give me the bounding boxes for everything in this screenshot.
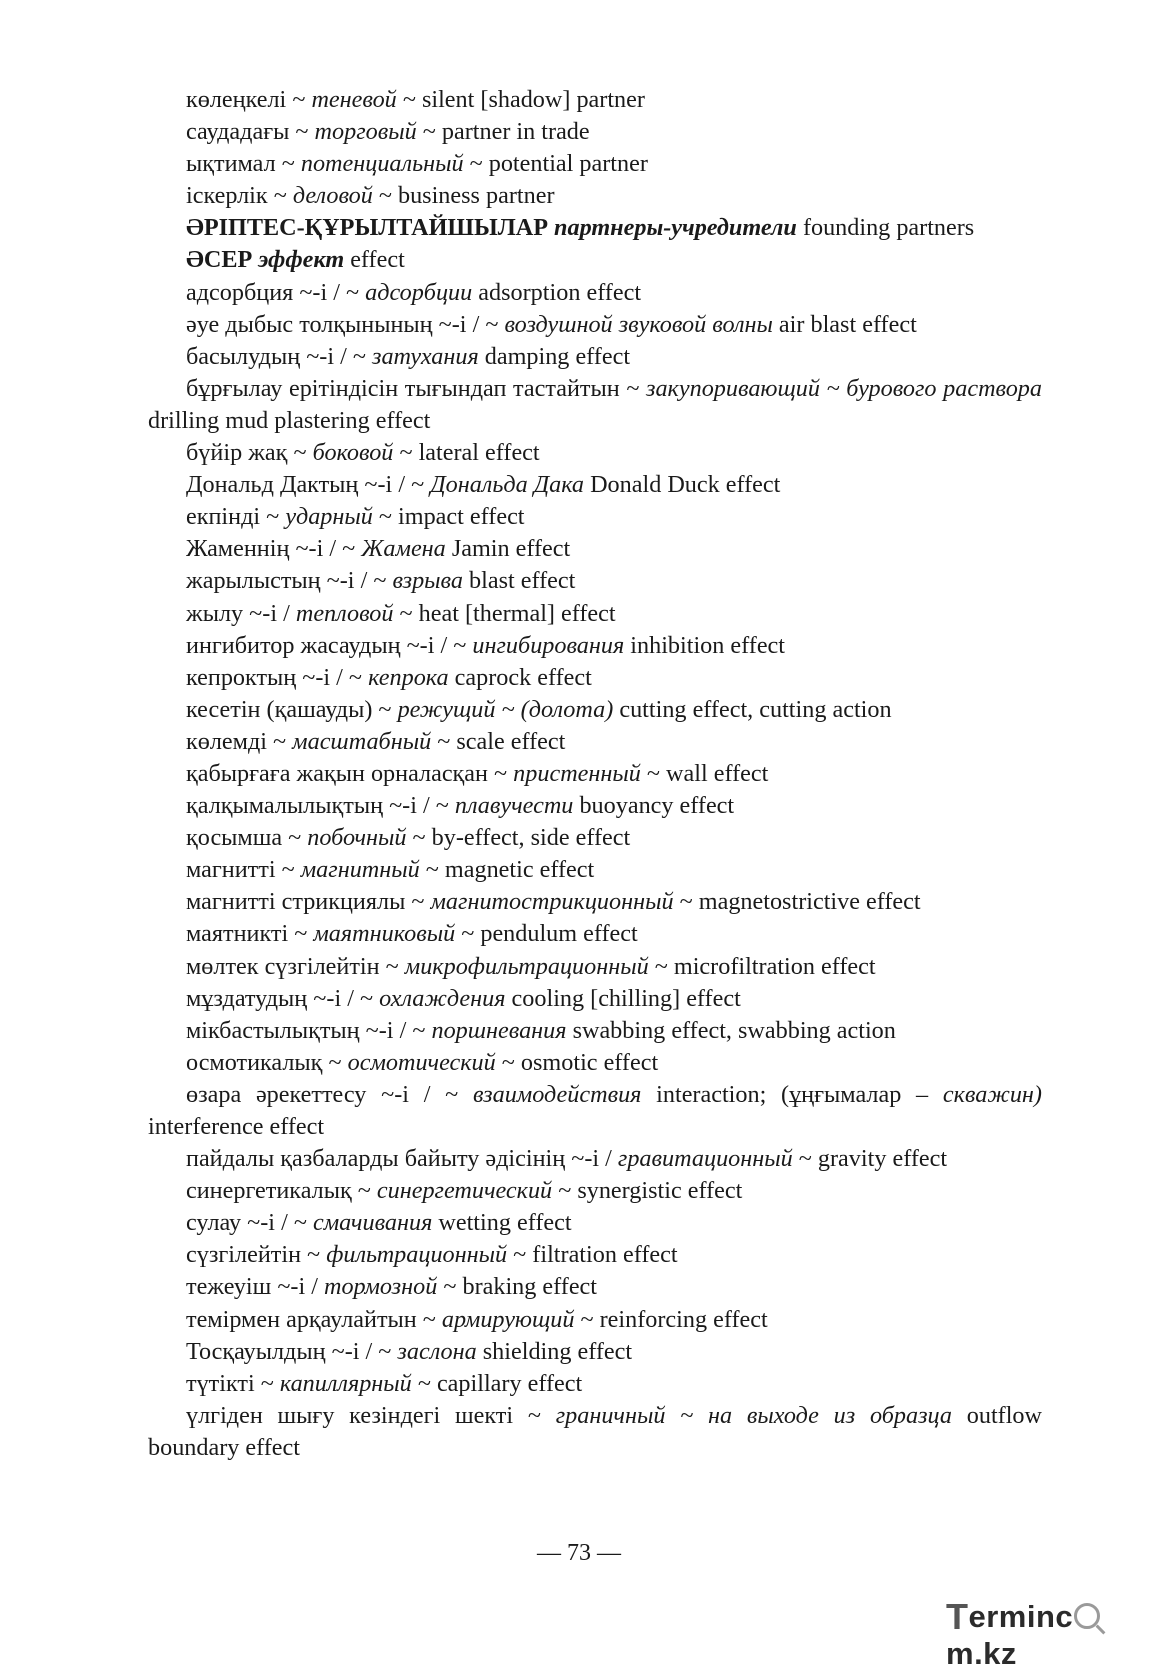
dictionary-entry: [148, 1271, 1042, 1303]
english-term: blast effect: [463, 567, 576, 595]
dictionary-entry: [148, 822, 1042, 854]
russian-term: магнитострикционный: [430, 888, 674, 916]
dictionary-entry: [148, 1239, 1042, 1271]
russian-term: поршневания: [431, 1016, 567, 1044]
kazakh-term: көлемді ~: [186, 727, 293, 755]
logo-text-suffix: m.kz: [946, 1636, 1017, 1671]
logo-letter-t: T: [946, 1596, 969, 1637]
english-term: adsorption effect: [472, 278, 642, 306]
kazakh-term: өзара әрекеттесу ~-і / ~: [186, 1080, 473, 1108]
russian-term: осмотический: [347, 1048, 496, 1076]
english-term: ~ pendulum effect: [455, 920, 638, 948]
dictionary-entry: [148, 886, 1042, 918]
russian-term: эффект: [258, 246, 345, 274]
kazakh-term: бұрғылау ерітіндісін тығындап тастайтын ~: [186, 374, 647, 402]
dictionary-entry: [148, 533, 1042, 565]
russian-term: воздушной звуковой волны: [504, 310, 773, 338]
dictionary-entry: [148, 148, 1042, 180]
headword: ӘСЕР: [186, 246, 259, 274]
headword: ӘРІПТЕС-ҚҰРЫЛТАЙШЫЛАР: [186, 214, 548, 242]
dictionary-entry: [148, 598, 1042, 630]
logo-letter-c: c: [1055, 1599, 1074, 1634]
kazakh-term: маятникті ~: [186, 920, 314, 948]
english-term: ~ scale effect: [431, 727, 566, 755]
russian-term: боковой: [312, 439, 394, 467]
dictionary-entry: [148, 309, 1042, 341]
english-term: interaction; (ұңғымалар –: [641, 1080, 943, 1108]
dictionary-entry: [148, 918, 1042, 950]
kazakh-term: әуе дыбыс толқынының ~-і / ~: [186, 310, 505, 338]
russian-term: магнитный: [300, 856, 420, 884]
kazakh-term: Тосқауылдың ~-і / ~: [186, 1337, 398, 1365]
english-term: ~ potential partner: [463, 150, 648, 178]
kazakh-term: мұздатудың ~-і / ~: [186, 984, 380, 1012]
dictionary-entry: [148, 726, 1042, 758]
kazakh-term: саудадағы ~: [186, 118, 315, 146]
dictionary-entry: [148, 951, 1042, 983]
russian-term: синергетический: [376, 1177, 553, 1205]
russian-term: кепрока: [368, 663, 449, 691]
russian-term: торговый: [314, 118, 417, 146]
russian-term: плавучести: [454, 792, 574, 820]
kazakh-term: тежеуіш ~-і /: [186, 1273, 324, 1301]
dictionary-entry: [148, 1143, 1042, 1175]
russian-term: армирующий: [441, 1305, 575, 1333]
english-term: ~ filtration effect: [507, 1241, 678, 1269]
dictionary-entry: [148, 373, 1042, 437]
kazakh-term: сулау ~-і / ~: [186, 1209, 313, 1237]
kazakh-term: бүйір жақ ~: [186, 439, 313, 467]
dictionary-entry: [148, 854, 1042, 886]
kazakh-term: темірмен арқаулайтын ~: [186, 1305, 442, 1333]
english-term: drilling mud plastering effect: [148, 406, 431, 434]
kazakh-term: адсорбция ~-і / ~: [186, 278, 366, 306]
kazakh-term: пайдалы қазбаларды байыту әдісінің ~-і /: [186, 1145, 618, 1173]
english-term: ~ wall effect: [640, 759, 769, 787]
russian-term: фильтрационный: [326, 1241, 508, 1269]
kazakh-term: көлеңкелі ~: [186, 86, 312, 113]
russian-term: граничный ~ на выходе из образца: [555, 1401, 952, 1429]
page-number: ― 73 ―: [537, 1540, 621, 1566]
kazakh-term: кесетін (қашауды) ~: [186, 695, 398, 723]
kazakh-term: мікбастылықтың ~-і / ~: [186, 1016, 432, 1044]
kazakh-term: магнитті стрикциялы ~: [186, 888, 431, 916]
russian-term: взрыва: [392, 567, 463, 595]
dictionary-entry: [148, 277, 1042, 309]
kazakh-term: іскерлік ~: [186, 182, 293, 210]
kazakh-term: жарылыстың ~-і / ~: [186, 567, 393, 595]
english-term: ~ silent [shadow] partner: [396, 86, 645, 113]
dictionary-entry: [148, 116, 1042, 148]
russian-term: пристенный: [513, 759, 641, 787]
dictionary-entry: [148, 790, 1042, 822]
logo-text-ermin: ermin: [968, 1599, 1056, 1634]
english-term: damping effect: [478, 342, 631, 370]
kazakh-term: қабырғаға жақын орналасқан ~: [186, 759, 514, 787]
russian-term: микрофильтрационный: [404, 952, 649, 980]
dictionary-entry: [148, 469, 1042, 501]
russian-term: ингибирования: [472, 631, 625, 659]
kazakh-term: қосымша ~: [186, 824, 308, 852]
english-term: air blast effect: [772, 310, 917, 338]
russian-term: тормозной: [324, 1273, 438, 1301]
english-term: ~ magnetic effect: [419, 856, 595, 884]
kazakh-term: кепроктың ~-і / ~: [186, 663, 369, 691]
english-term: inhibition effect: [624, 631, 786, 659]
kazakh-term: екпінді ~: [186, 503, 286, 531]
english-term: ~ magnetostrictive effect: [673, 888, 921, 916]
dictionary-entry: [148, 244, 1042, 276]
english-term: ~ microfiltration effect: [648, 952, 876, 980]
russian-term: тепловой: [295, 599, 394, 627]
russian-term: охлаждения: [379, 984, 506, 1012]
dictionary-entry: [148, 662, 1042, 694]
dictionary-entry: [148, 180, 1042, 212]
russian-term: режущий ~ (долота): [397, 695, 614, 723]
kazakh-term: Дональд Дактың ~-і / ~: [186, 471, 431, 499]
dictionary-entry: [148, 1175, 1042, 1207]
russian-term: Дональда Дака: [430, 471, 585, 499]
english-term: ~ synergistic effect: [552, 1177, 743, 1205]
kazakh-term: Жаменнің ~-і / ~: [186, 535, 362, 563]
russian-term: партнеры-учредители: [554, 214, 797, 242]
magnifier-icon: [1074, 1603, 1100, 1629]
english-term: ~ partner in trade: [416, 118, 590, 146]
dictionary-entry: [148, 341, 1042, 373]
kazakh-term: үлгіден шығу кезіндегі шекті ~: [186, 1401, 556, 1429]
russian-term: скважин): [942, 1080, 1042, 1108]
dictionary-entry: [148, 983, 1042, 1015]
dictionary-entry: [148, 1015, 1042, 1047]
kazakh-term: мөлтек сүзгілейтін ~: [186, 952, 405, 980]
english-term: founding partners: [796, 214, 975, 242]
kazakh-term: магнитті ~: [186, 856, 301, 884]
english-term: cutting effect, cutting action: [613, 695, 892, 723]
dictionary-entry: [148, 501, 1042, 533]
russian-term: затухания: [372, 342, 479, 370]
dictionary-entry: [148, 758, 1042, 790]
russian-term: взаимодействия: [473, 1080, 642, 1108]
english-term: ~ lateral effect: [393, 439, 540, 467]
kazakh-term: синергетикалық ~: [186, 1177, 377, 1205]
russian-term: заслона: [397, 1337, 477, 1365]
english-term: outflow boundary effect: [148, 1401, 1042, 1461]
english-term: shielding effect: [476, 1337, 633, 1365]
russian-term: побочный: [307, 824, 407, 852]
russian-term: капиллярный: [279, 1369, 412, 1397]
termincom-logo: [946, 1594, 1146, 1671]
english-term: effect: [344, 246, 405, 274]
english-term: ~ business partner: [372, 182, 555, 210]
dictionary-entry: [148, 212, 1042, 244]
english-term: ~ heat [thermal] effect: [393, 599, 616, 627]
kazakh-term: басылудың ~-і / ~: [186, 342, 373, 370]
english-term: Donald Duck effect: [584, 471, 781, 499]
russian-term: адсорбции: [365, 278, 473, 306]
english-term: buoyancy effect: [573, 792, 735, 820]
dictionary-entry: [148, 437, 1042, 469]
dictionary-entry: [148, 1047, 1042, 1079]
dictionary-entry: [148, 630, 1042, 662]
russian-term: потенциальный: [300, 150, 464, 178]
russian-term: гравитационный: [617, 1145, 793, 1173]
russian-term: масштабный: [292, 727, 432, 755]
english-term: ~ by-effect, side effect: [406, 824, 631, 852]
russian-term: закупоривающий ~ бурового раствора: [646, 374, 1042, 402]
kazakh-term: сүзгілейтін ~: [186, 1241, 327, 1269]
english-term: Jamin effect: [445, 535, 571, 563]
english-term: ~ capillary effect: [411, 1369, 583, 1397]
dictionary-entry: [148, 1368, 1042, 1400]
russian-term: ударный: [285, 503, 373, 531]
russian-term: смачивания: [312, 1209, 433, 1237]
kazakh-term: түтікті ~: [186, 1369, 280, 1397]
english-term: ~ osmotic effect: [495, 1048, 659, 1076]
russian-term: деловой: [292, 182, 373, 210]
english-term: interference effect: [148, 1113, 325, 1140]
dictionary-entry: [148, 694, 1042, 726]
kazakh-term: осмотикалық ~: [186, 1048, 348, 1076]
english-term: wetting effect: [432, 1209, 572, 1237]
dictionary-entry: [148, 565, 1042, 597]
kazakh-term: жылу ~-і /: [186, 599, 296, 627]
russian-term: Жамена: [361, 535, 446, 563]
english-term: caprock effect: [448, 663, 592, 691]
dictionary-page-body: [148, 84, 1042, 1464]
russian-term: теневой: [311, 86, 397, 113]
kazakh-term: қалқымалылықтың ~-і / ~: [186, 792, 455, 820]
english-term: ~ braking effect: [437, 1273, 598, 1301]
dictionary-entry: [148, 1079, 1042, 1143]
dictionary-entry: [148, 1336, 1042, 1368]
dictionary-entry: [148, 1400, 1042, 1464]
kazakh-term: ықтимал ~: [186, 150, 301, 178]
dictionary-entry: [148, 84, 1042, 116]
english-term: swabbing effect, swabbing action: [566, 1016, 896, 1044]
kazakh-term: ингибитор жасаудың ~-і / ~: [186, 631, 473, 659]
russian-term: маятниковый: [313, 920, 456, 948]
dictionary-entry: [148, 1304, 1042, 1336]
english-term: ~ reinforcing effect: [574, 1305, 768, 1333]
dictionary-entry: [148, 1207, 1042, 1239]
english-term: ~ gravity effect: [792, 1145, 948, 1173]
english-term: cooling [chilling] effect: [505, 984, 741, 1012]
english-term: ~ impact effect: [372, 503, 525, 531]
